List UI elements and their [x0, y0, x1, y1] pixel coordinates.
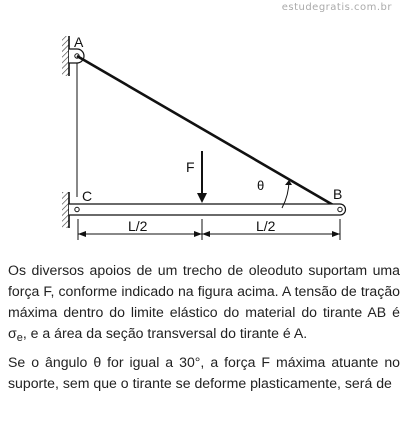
wall-support-top [62, 36, 69, 76]
label-a: A [74, 34, 84, 50]
dim-left-label: L/2 [128, 218, 148, 234]
label-theta: θ [257, 178, 265, 193]
force-arrow [197, 151, 207, 203]
pin-support-a [69, 49, 84, 63]
p1-text-start: Os diversos apoios de um trecho de oleoduto suportam uma força F, conforme indicado na figura acima. A tensão de tração máxima dentro do limite elástico do material do tirante AB é [8, 262, 400, 320]
question-paragraph-2: Se o ângulo θ for igual a 30°, a força F máxima atuante no suporte, sem que o tirante se deforme plasticamente, será de [8, 354, 400, 391]
question-text [8, 260, 400, 397]
p1-text-end: , e a área da seção transversal do tirante é A. [22, 325, 308, 341]
dimension-line [78, 219, 340, 240]
beam-cb [69, 204, 346, 215]
dim-right-label: L/2 [256, 218, 276, 234]
sigma-symbol: σ [8, 325, 17, 341]
label-f: F [186, 159, 195, 175]
sigma-subscript: e [16, 332, 23, 344]
label-c: C [82, 188, 93, 204]
watermark: estudegratis.com.br [281, 2, 392, 13]
tie-rod-ab [77, 56, 343, 209]
label-b: B [333, 186, 343, 202]
question-paragraph-1 [8, 260, 400, 349]
wall-support-bottom [62, 192, 69, 228]
